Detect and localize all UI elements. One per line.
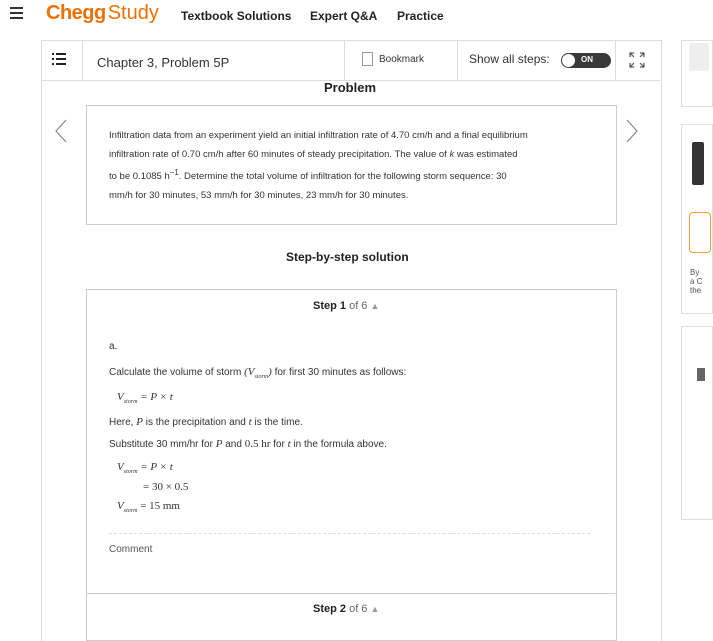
here-line: Here, P is the precipitation and t is the time.: [109, 416, 303, 428]
nav-expert-qa[interactable]: Expert Q&A: [310, 9, 378, 23]
toolbar-divider: [82, 41, 83, 80]
equation-2-line-3: $V_{storm} = 15$ mm: [117, 500, 180, 515]
bookmark-button[interactable]: Bookmark: [379, 54, 425, 65]
sidebar-button[interactable]: [689, 43, 709, 71]
toggle-knob: [562, 54, 575, 67]
sidebar-card: [681, 326, 713, 520]
substitute-line: Substitute 30 mm/hr for P and 0.5 hr for t in the formula above.: [109, 438, 387, 450]
sidebar-text: the: [690, 286, 702, 295]
bookmark-icon[interactable]: [362, 52, 373, 66]
comment-divider: [109, 533, 590, 534]
sidebar-orange-button[interactable]: [689, 212, 711, 253]
collapse-caret-icon[interactable]: ▲: [370, 301, 380, 311]
toggle-state: ON: [581, 55, 593, 64]
problem-line: Infiltration data from an experiment yield an initial infiltration rate of 4.70 cm/h and a final equilibrium: [109, 130, 528, 141]
part-label: a.: [109, 341, 118, 352]
step-by-step-heading: Step-by-step solution: [286, 250, 409, 264]
problem-line: infiltration rate of 0.70 cm/h after 60 minutes of steady precipitation. The value of k was estimated: [109, 148, 518, 160]
step-divider: [86, 593, 615, 594]
hamburger-menu-icon[interactable]: [10, 7, 23, 19]
equation-2-line-2: = 30 × 0.5: [143, 481, 189, 493]
collapse-caret-icon[interactable]: ▲: [370, 604, 380, 614]
chapter-problem-title: Chapter 3, Problem 5P: [97, 55, 230, 70]
calc-line: Calculate the volume of storm $(V_{storm})$ for first 30 minutes as follows:: [109, 366, 407, 381]
next-arrow-icon[interactable]: [625, 118, 639, 152]
chapter-list-icon[interactable]: [52, 53, 66, 66]
problem-text: [109, 127, 599, 205]
logo-study-text: Study: [107, 2, 159, 24]
equation-1: $V_{storm} = P \times t$: [117, 391, 173, 406]
step-1-header[interactable]: Step 1 of 6 ▲: [313, 300, 380, 312]
sidebar-text: a C: [690, 277, 703, 286]
comment-link[interactable]: Comment: [109, 544, 153, 555]
problem-line: mm/h for 30 minutes, 53 mm/h for 30 minutes, 23 mm/h for 30 minutes.: [109, 189, 409, 201]
show-all-steps-toggle[interactable]: [561, 53, 611, 68]
phone-image: [692, 142, 704, 185]
toolbar-divider: [615, 41, 616, 80]
nav-practice[interactable]: Practice: [397, 9, 444, 23]
chegg-study-logo[interactable]: [46, 2, 159, 25]
expand-fullscreen-icon[interactable]: [629, 52, 645, 71]
problem-heading: Problem: [324, 80, 377, 95]
equation-2-line-1: $V_{storm} = P \times t$: [117, 461, 173, 476]
nav-textbook-solutions[interactable]: Textbook Solutions: [181, 9, 292, 23]
step-2-header[interactable]: Step 2 of 6 ▲: [313, 603, 380, 615]
logo-chegg-text: Chegg: [46, 2, 106, 24]
sidebar-text: By: [690, 268, 700, 277]
sidebar-bar: [697, 368, 705, 381]
toolbar-divider: [344, 41, 345, 80]
toolbar-divider: [457, 41, 458, 80]
previous-arrow-icon[interactable]: [54, 118, 68, 152]
problem-line: to be 0.1085 $h^{-1}$. Determine the total volume of infiltration for the following storm sequence: 30: [109, 168, 507, 183]
show-all-steps-label: Show all steps:: [469, 52, 550, 66]
